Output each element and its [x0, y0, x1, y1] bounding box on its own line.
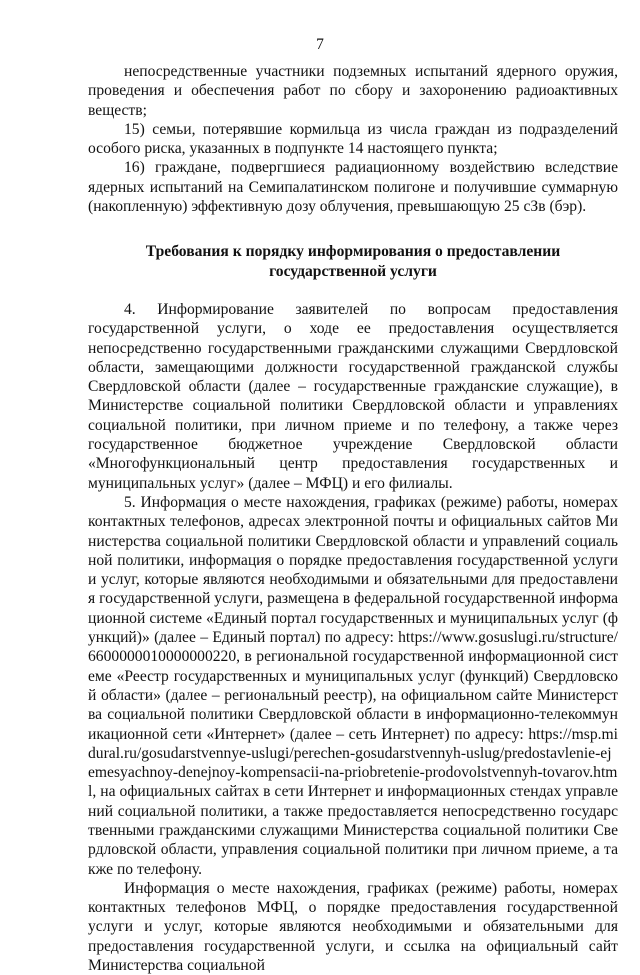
section-heading	[88, 242, 618, 281]
section-heading-line-1: Требования к порядку информирования о предоставлении	[145, 243, 561, 261]
paragraph-top-2: 15) семьи, потерявшие кормильца из числа граждан из подразделений особого риска, указанных в подпункте 14 настоящего пункта;	[88, 120, 618, 158]
paragraph-top-3: 16) граждане, подвергшиеся радиационному воздействию вследствие ядерных испытаний на Семипалатинском полигоне и получившие суммарную (накопленную) эффективную дозу облучения, превышающую 25 сЗв (бэр).	[88, 159, 618, 216]
paragraph-5: 5. Информация о месте нахождения, графиках (режиме) работы, номерах контактных телефонов, адресах электронной почты и официальных сайтов Министерства социальной политики Свердловской области и управлений социальной политики, информация о порядке предоставления государственной услуги и услуг, которые являются необходимыми и обязательными для предоставления государственной услуги, размещена в федеральной государственной информационной системе «Единый портал государственных и муниципальных услуг (функций)» (далее – Единый портал) по адресу: https://www.gosuslugi.ru/structure/6600000010000000220, в региональной государственной информационной системе «Реестр государственных и муниципальных услуг (функций) Свердловской области» (далее – региональный реестр), на официальном сайте Министерства социальной политики Свердловской области в информационно-телекоммуникационной сети «Интернет» (далее – сеть Интернет) по адресу: https://msp.midural.ru/gosudarstvennye-uslugi/perechen-gosudarstvennyh-uslug/predostavlenie-ejemesyachnoy-denejnoy-kompensacii-na-priobretenie-prodovolstvennyh-tovarov.html, на официальных сайтах в сети Интернет и информационных стендах управлений социальной политики, а также предоставляется непосредственно государственными гражданскими служащими Министерства социальной политики Свердловской области, управления социальной политики при личном приеме, а также по телефону.	[88, 493, 618, 878]
paragraph-mfc-info: Информация о месте нахождения, графиках (режиме) работы, номерах контактных телефонов МФЦ, о порядке предоставления государственной услуги и услуг, которые являются необходимыми и обязательными для предоставления государственной услуги, и ссылка на официальный сайт Министерства социальной	[88, 879, 618, 975]
page-number: 7	[316, 36, 324, 53]
document-body	[88, 62, 618, 975]
paragraph-top-1: непосредственные участники подземных испытаний ядерного оружия, проведения и обеспечения работ по сбору и захоронению радиоактивных веществ;	[88, 63, 618, 119]
paragraph-4: 4. Информирование заявителей по вопросам предоставления государственной услуги, о ходе ее предоставления осуществляется непосредственно государственными гражданскими служащими Свердловской области, замещающими должности государственной гражданской службы Свердловской области (далее – государственные гражданские служащие), в Министерстве социальной политики Свердловской области и управлениях социальной политики, при личном приеме и по телефону, а также через государственное бюджетное учреждение Свердловской области «Многофункциональный центр предоставления государственных и муниципальных услуг» (далее – МФЦ) и его филиалы.	[88, 300, 618, 492]
section-heading-line-2: государственной услуги	[269, 262, 437, 280]
